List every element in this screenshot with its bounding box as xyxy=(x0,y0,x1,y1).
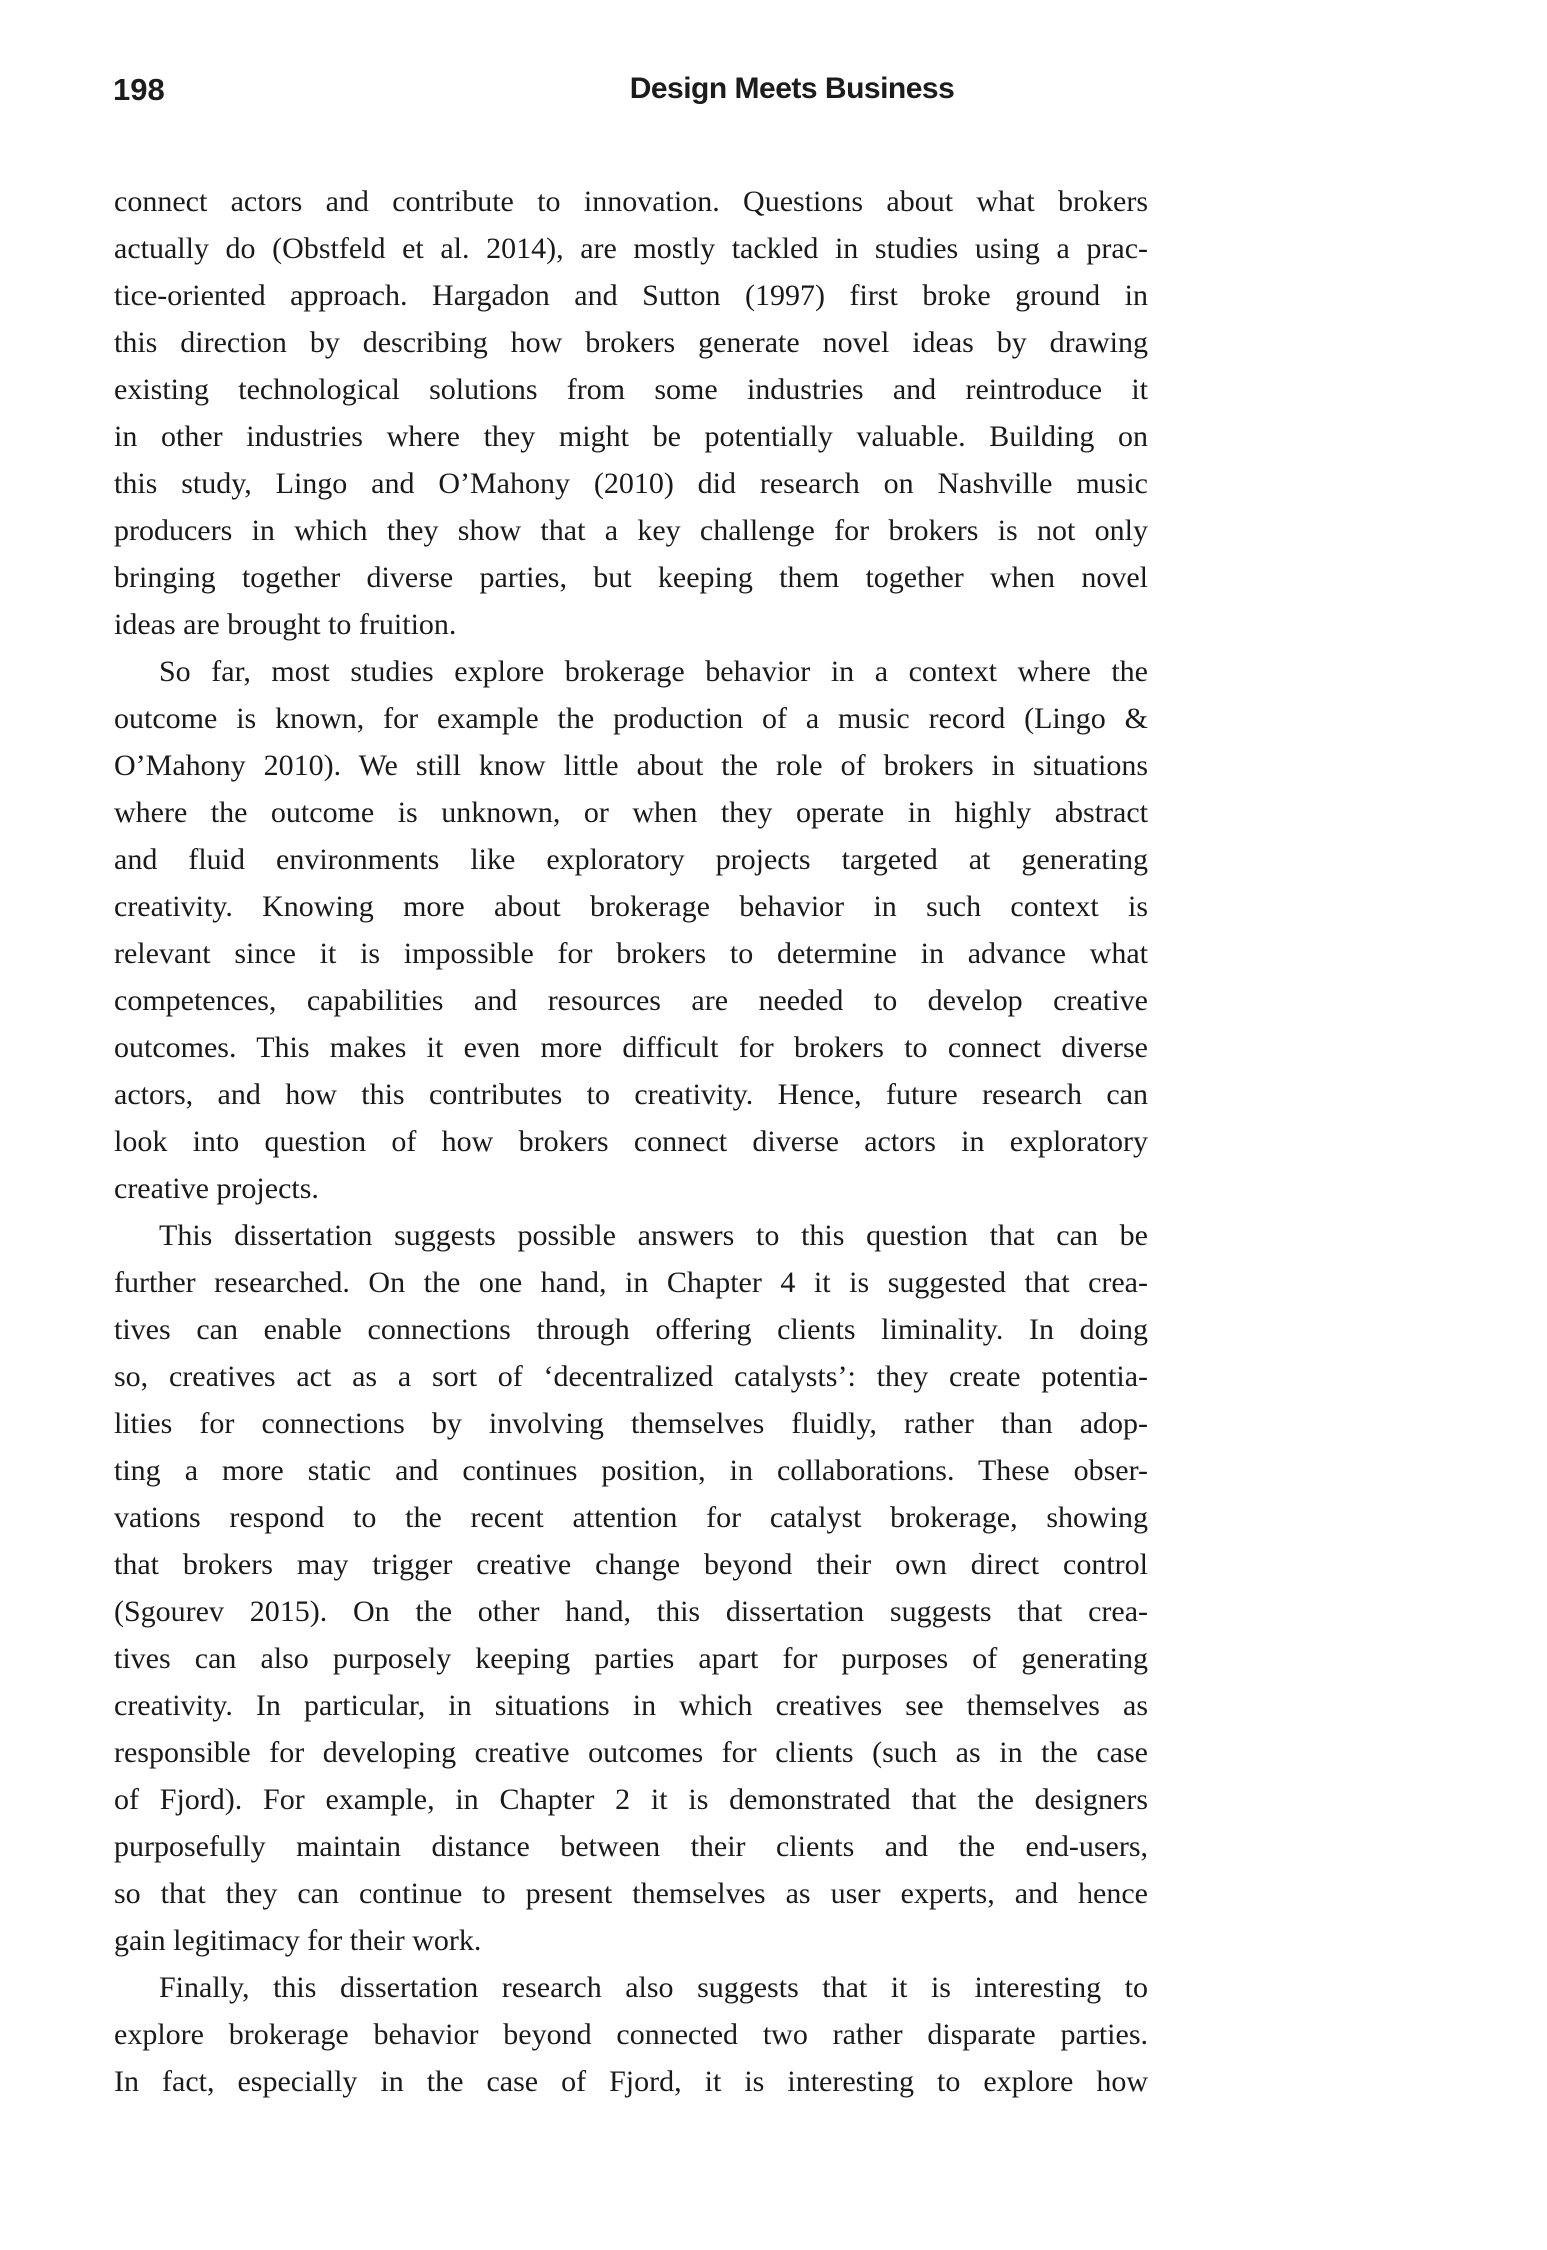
text-line: This dissertation suggests possible answers to this question that can be xyxy=(159,1219,1148,1252)
text-line: lities for connections by involving themselves fluidly, rather than adop- xyxy=(114,1407,1148,1440)
text-line: creativity. In particular, in situations in which creatives see themselves as xyxy=(114,1689,1148,1722)
text-line: (Sgourev 2015). On the other hand, this dissertation suggests that crea- xyxy=(114,1595,1148,1628)
text-line: competences, capabilities and resources are needed to develop creative xyxy=(114,984,1148,1017)
text-line: O’Mahony 2010). We still know little about the role of brokers in situations xyxy=(114,749,1148,782)
text-line: and fluid environments like exploratory projects targeted at generating xyxy=(114,843,1148,876)
text-line: relevant since it is impossible for brokers to determine in advance what xyxy=(114,937,1148,970)
text-line: outcomes. This makes it even more difficult for brokers to connect diverse xyxy=(114,1031,1148,1064)
running-header-title: Design Meets Business xyxy=(629,72,955,105)
text-line: of Fjord). For example, in Chapter 2 it is demonstrated that the designers xyxy=(114,1783,1148,1816)
text-line: this study, Lingo and O’Mahony (2010) did research on Nashville music xyxy=(114,467,1148,500)
text-line: connect actors and contribute to innovation. Questions about what brokers xyxy=(114,185,1148,218)
text-line: this direction by describing how brokers generate novel ideas by drawing xyxy=(114,326,1148,359)
page-number: 198 xyxy=(113,72,165,107)
text-line: gain legitimacy for their work. xyxy=(114,1924,482,1957)
text-line: tice-oriented approach. Hargadon and Sutton (1997) first broke ground in xyxy=(114,279,1148,312)
text-line: in other industries where they might be potentially valuable. Building on xyxy=(114,420,1148,453)
text-line: explore brokerage behavior beyond connected two rather disparate parties. xyxy=(114,2018,1148,2051)
body-text xyxy=(114,178,1148,2105)
text-line: creativity. Knowing more about brokerage behavior in such context is xyxy=(114,890,1148,923)
text-line: actually do (Obstfeld et al. 2014), are mostly tackled in studies using a prac- xyxy=(114,232,1148,265)
text-line: Finally, this dissertation research also suggests that it is interesting to xyxy=(159,1971,1148,2004)
text-line: producers in which they show that a key challenge for brokers is not only xyxy=(114,514,1148,547)
text-line: tives can enable connections through offering clients liminality. In doing xyxy=(114,1313,1148,1346)
text-line: creative projects. xyxy=(114,1172,319,1205)
text-line: actors, and how this contributes to creativity. Hence, future research can xyxy=(114,1078,1148,1111)
text-line: that brokers may trigger creative change beyond their own direct control xyxy=(114,1548,1148,1581)
text-line: so, creatives act as a sort of ‘decentralized catalysts’: they create potentia- xyxy=(114,1360,1148,1393)
text-line: So far, most studies explore brokerage behavior in a context where the xyxy=(159,655,1148,688)
text-line: existing technological solutions from some industries and reintroduce it xyxy=(114,373,1148,406)
text-line: look into question of how brokers connect diverse actors in exploratory xyxy=(114,1125,1148,1158)
text-line: so that they can continue to present themselves as user experts, and hence xyxy=(114,1877,1148,1910)
text-line: In fact, especially in the case of Fjord, it is interesting to explore how xyxy=(114,2065,1148,2098)
text-line: further researched. On the one hand, in Chapter 4 it is suggested that crea- xyxy=(114,1266,1148,1299)
text-line: bringing together diverse parties, but keeping them together when novel xyxy=(114,561,1148,594)
text-line: ideas are brought to fruition. xyxy=(114,608,457,641)
text-line: where the outcome is unknown, or when they operate in highly abstract xyxy=(114,796,1148,829)
text-line: ting a more static and continues position, in collaborations. These obser- xyxy=(114,1454,1148,1487)
text-line: responsible for developing creative outcomes for clients (such as in the case xyxy=(114,1736,1148,1769)
text-line: purposefully maintain distance between their clients and the end-users, xyxy=(114,1830,1148,1863)
text-line: tives can also purposely keeping parties apart for purposes of generating xyxy=(114,1642,1148,1675)
text-line: outcome is known, for example the production of a music record (Lingo & xyxy=(114,702,1148,735)
text-line: vations respond to the recent attention for catalyst brokerage, showing xyxy=(114,1501,1148,1534)
